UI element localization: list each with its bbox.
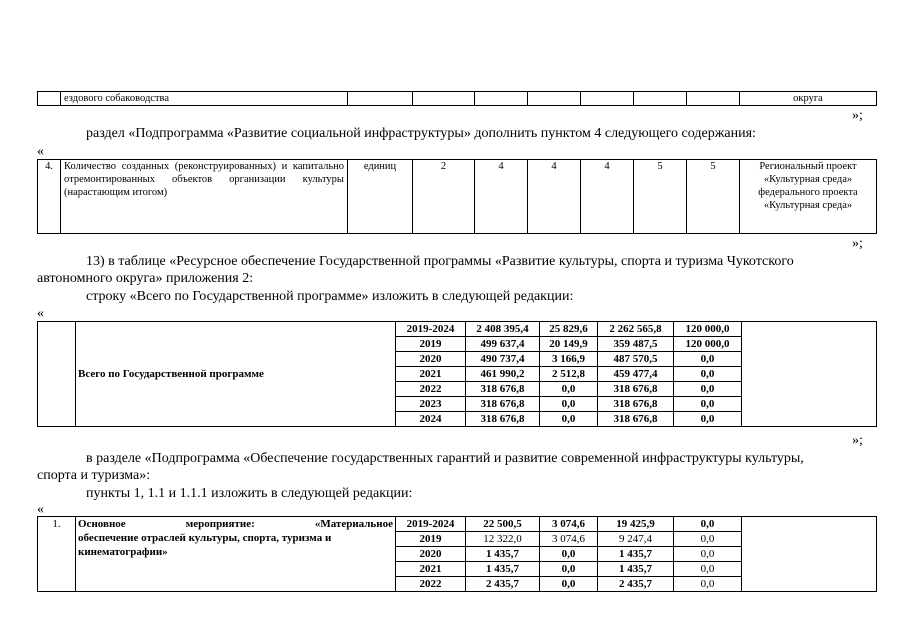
opening-quote: « (37, 502, 44, 517)
indicator-value: 2 (413, 160, 475, 234)
total-value: 0,0 (674, 382, 742, 397)
total-value: 318 676,8 (598, 382, 674, 397)
activity-value: 19 425,9 (598, 517, 674, 532)
paragraph-13-line2: автономного округа» приложения 2: (37, 271, 254, 286)
indicator-value: 5 (687, 160, 740, 234)
total-value: 25 829,6 (540, 322, 598, 337)
total-year: 2019-2024 (396, 322, 466, 337)
indicator-value: 4 (581, 160, 634, 234)
closing-quote: »; (852, 108, 863, 123)
total-year: 2024 (396, 412, 466, 427)
activity-value: 1 435,7 (598, 547, 674, 562)
activity-value: 0,0 (674, 517, 742, 532)
activity-year: 2020 (396, 547, 466, 562)
activity-value: 0,0 (674, 532, 742, 547)
indicator-value: 4 (475, 160, 528, 234)
activity-value: 1 435,7 (466, 547, 540, 562)
activity-value: 0,0 (540, 547, 598, 562)
activity-value: 0,0 (674, 577, 742, 592)
total-value: 318 676,8 (466, 382, 540, 397)
activity-value: 3 074,6 (540, 517, 598, 532)
activity-year: 2019 (396, 532, 466, 547)
total-value: 120 000,0 (674, 337, 742, 352)
total-value: 2 408 395,4 (466, 322, 540, 337)
total-value: 3 166,9 (540, 352, 598, 367)
activity-value: 12 322,0 (466, 532, 540, 547)
total-year: 2021 (396, 367, 466, 382)
total-value: 487 570,5 (598, 352, 674, 367)
indicator-source: Региональный проект «Культурная среда» федерального проекта «Культурная среда» (740, 160, 877, 234)
indicator-table (37, 159, 877, 234)
total-value: 2 262 565,8 (598, 322, 674, 337)
total-value: 0,0 (540, 397, 598, 412)
total-value: 490 737,4 (466, 352, 540, 367)
total-value: 318 676,8 (598, 397, 674, 412)
total-year: 2023 (396, 397, 466, 412)
activity-value: 9 247,4 (598, 532, 674, 547)
activity-value: 1 435,7 (466, 562, 540, 577)
total-value: 359 487,5 (598, 337, 674, 352)
activity-num: 1. (38, 517, 76, 592)
total-value: 0,0 (540, 382, 598, 397)
total-value: 0,0 (674, 367, 742, 382)
prev-cell-num (38, 92, 61, 106)
total-value: 461 990,2 (466, 367, 540, 382)
paragraph-points: пункты 1, 1.1 и 1.1.1 изложить в следующей редакции: (86, 486, 413, 501)
total-value: 0,0 (674, 397, 742, 412)
activity-value: 0,0 (540, 562, 598, 577)
indicator-value: 5 (634, 160, 687, 234)
total-value: 120 000,0 (674, 322, 742, 337)
total-label: Всего по Государственной программе (76, 322, 396, 427)
total-value: 459 477,4 (598, 367, 674, 382)
total-value: 0,0 (540, 412, 598, 427)
main-activity-table (37, 516, 877, 592)
indicator-unit: единиц (348, 160, 413, 234)
activity-name: Основное мероприятие: «Материальное обеспечение отраслей культуры, спорта, туризма и кинематографии» (76, 517, 396, 592)
paragraph-13-line1: 13) в таблице «Ресурсное обеспечение Государственной программы «Развитие культуры, спорта и туризма Чукотского (86, 254, 794, 269)
paragraph-subprogram-guarantees-line1: в разделе «Подпрограмма «Обеспечение государственных гарантий и развитие современной инфраструктуры культуры, (86, 451, 804, 466)
total-year: 2022 (396, 382, 466, 397)
total-year: 2020 (396, 352, 466, 367)
closing-quote: »; (852, 236, 863, 251)
paragraph-subprogram-social: раздел «Подпрограмма «Развитие социальной инфраструктуры» дополнить пунктом 4 следующего содержания: (86, 126, 756, 141)
total-num-cell (38, 322, 76, 427)
paragraph-total-row: строку «Всего по Государственной программе» изложить в следующей редакции: (86, 289, 574, 304)
activity-value: 2 435,7 (466, 577, 540, 592)
indicator-num: 4. (38, 160, 61, 234)
indicator-name: Количество созданных (реконструированных) и капитально отремонтированных объектов организации культуры (нарастающим итогом) (61, 160, 348, 234)
total-value: 0,0 (674, 412, 742, 427)
indicator-value: 4 (528, 160, 581, 234)
total-value: 318 676,8 (598, 412, 674, 427)
activity-value: 1 435,7 (598, 562, 674, 577)
total-value: 318 676,8 (466, 412, 540, 427)
total-value: 318 676,8 (466, 397, 540, 412)
paragraph-subprogram-guarantees-line2: спорта и туризма»: (37, 468, 151, 483)
opening-quote: « (37, 306, 44, 321)
total-value: 0,0 (674, 352, 742, 367)
activity-year: 2019-2024 (396, 517, 466, 532)
total-value: 499 637,4 (466, 337, 540, 352)
total-program-table (37, 321, 877, 427)
activity-value: 2 435,7 (598, 577, 674, 592)
opening-quote: « (37, 144, 44, 159)
activity-year: 2021 (396, 562, 466, 577)
closing-quote: »; (852, 433, 863, 448)
prev-cell-source: округа (740, 92, 877, 106)
activity-value: 0,0 (674, 547, 742, 562)
total-value: 2 512,8 (540, 367, 598, 382)
activity-year: 2022 (396, 577, 466, 592)
total-value: 20 149,9 (540, 337, 598, 352)
activity-value: 0,0 (674, 562, 742, 577)
activity-value: 22 500,5 (466, 517, 540, 532)
activity-value: 3 074,6 (540, 532, 598, 547)
prev-table-tail (37, 91, 877, 106)
total-year: 2019 (396, 337, 466, 352)
activity-value: 0,0 (540, 577, 598, 592)
prev-cell-name: ездового собаководства (61, 92, 348, 106)
